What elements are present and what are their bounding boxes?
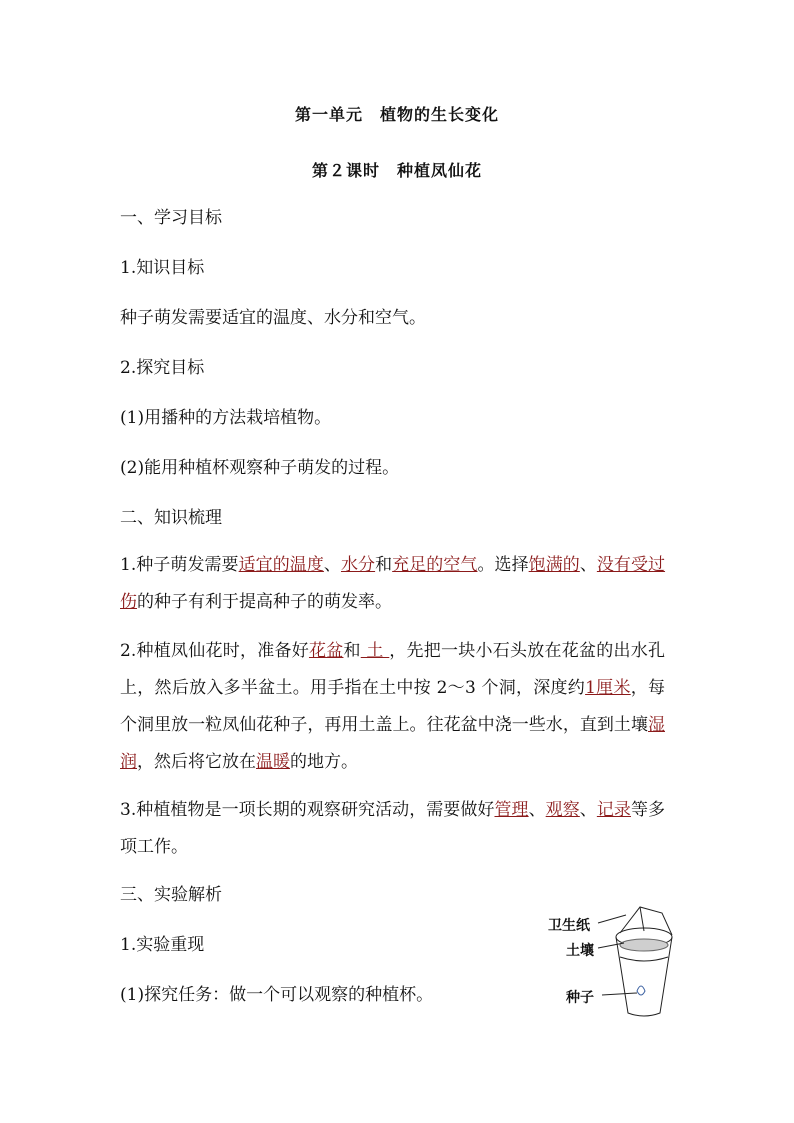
text-run: 、 [528,800,546,820]
text-run: 和 [343,641,361,661]
soil-surface [620,939,668,951]
experiment-subheading: 1.实验重现 [120,935,205,955]
text-run: 、 [323,555,341,575]
text-run: ，然后将它放在 [137,752,256,772]
answer-blank: 饱满的 [528,555,580,575]
answer-blank: 充足的空气 [392,555,478,575]
answer-blank: 土 [360,641,390,661]
unit-title: 第一单元 植物的生长变化 [294,105,499,124]
answer-blank: 温暖 [256,752,290,772]
text-run: ，每个洞里放一粒凤仙花种子，再用土盖上。往花盆中浇一些水，直到土壤 [120,678,665,735]
answer-blank: 湿润 [120,715,665,772]
knowledge-objective-heading: 1.知识目标 [120,258,205,278]
text-run: 和 [375,555,393,575]
planting-cup-figure [540,895,690,1025]
lesson-title: 第２课时 种植凤仙花 [311,161,482,180]
text-run: 1.种子萌发需要 [120,555,239,575]
knowledge-objective-text: 种子萌发需要适宜的温度、水分和空气。 [120,308,426,328]
label-seed: 种子 [566,990,594,1006]
answer-blank: 水分 [340,555,376,575]
seed-shape [637,986,645,995]
text-run: ，先把一块小石头放在花盆的出水孔上，然后放入多半盆土。用手指在土中按 2～3 个洞，深度约 [120,641,666,698]
review-paragraph-1 [120,547,665,621]
review-paragraph-3 [120,792,665,866]
section-heading-experiment: 三、实验解析 [120,885,222,905]
answer-blank: 管理 [494,800,529,820]
text-run: 的种子有利于提高种子的萌发率。 [137,592,392,612]
answer-blank: 观察 [545,800,580,820]
answer-blank: 适宜的温度 [238,555,324,575]
inquiry-objective-2: (2)能用种植杯观察种子萌发的过程。 [120,458,400,478]
text-run: 的地方。 [290,752,358,772]
answer-blank: 记录 [596,800,631,820]
text-run: 、 [579,555,597,575]
label-tissue-paper: 卫生纸 [548,918,590,934]
section-heading-objectives: 一、学习目标 [120,208,222,228]
inquiry-objective-1: (1)用播种的方法栽培植物。 [120,408,332,428]
answer-blank: 没有受过伤 [120,555,666,612]
text-run: 等多项工作。 [120,800,666,857]
text-run: 。选择 [477,555,529,575]
text-run: 3.种植植物是一项长期的观察研究活动，需要做好 [120,800,495,820]
experiment-task: (1)探究任务：做一个可以观察的种植杯。 [120,985,434,1005]
answer-blank: 1厘米 [585,678,631,698]
inquiry-objective-heading: 2.探究目标 [120,358,205,378]
planting-cup-drawing [540,895,690,1025]
section-heading-review: 二、知识梳理 [120,508,222,528]
text-run: 2.种植凤仙花时，准备好 [120,641,309,661]
answer-blank: 花盆 [308,641,344,661]
text-run: 、 [579,800,597,820]
review-paragraph-2 [120,633,665,781]
label-soil: 土壤 [566,943,594,959]
